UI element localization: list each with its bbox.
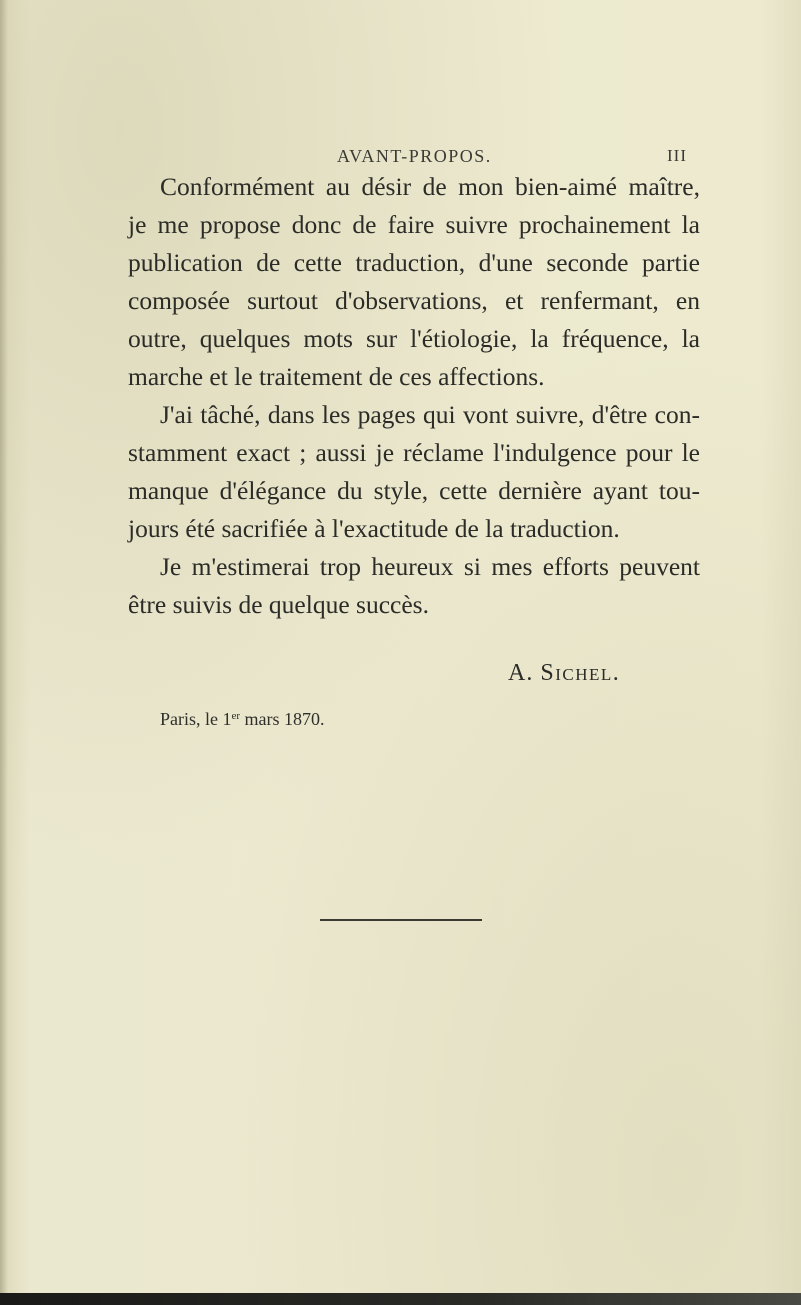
dateline-suffix: mars 1870.: [240, 709, 325, 729]
section-divider: [320, 919, 482, 921]
page-gutter-shadow: [0, 0, 8, 1305]
text-line: Je m'estimerai trop heureux si mes efforts peuvent: [160, 552, 700, 581]
page-header: [0, 146, 801, 170]
text-line: Conformément au désir de mon bien-aimé maître,: [160, 172, 700, 201]
signature-name: Sichel.: [540, 660, 621, 686]
running-title: AVANT-PROPOS.: [337, 146, 492, 166]
page-bottom-edge: [0, 1293, 801, 1305]
dateline-superscript: er: [231, 710, 241, 722]
text-line: jours été sacrifiée à l'exactitude de la traduction.: [128, 514, 620, 543]
text-line: composée surtout d'observations, et renfermant, en: [128, 286, 700, 315]
text-line: marche et le traitement de ces affections.: [128, 362, 545, 391]
signature-initial: A.: [508, 660, 534, 686]
text-line: outre, quelques mots sur l'étiologie, la fréquence, la: [128, 324, 700, 353]
text-line: J'ai tâché, dans les pages qui vont suivre, d'être con-: [160, 400, 700, 429]
dateline: [160, 709, 325, 730]
body-text: [128, 168, 700, 624]
page-number: III: [667, 146, 687, 165]
signature: [508, 660, 620, 687]
dateline-prefix: Paris, le 1: [160, 709, 232, 729]
text-line: être suivis de quelque succès.: [128, 590, 429, 619]
text-line: manque d'élégance du style, cette dernière ayant tou-: [128, 476, 700, 505]
text-line: je me propose donc de faire suivre prochainement la: [128, 210, 700, 239]
text-line: publication de cette traduction, d'une seconde partie: [128, 248, 700, 277]
text-line: stamment exact ; aussi je réclame l'indulgence pour le: [128, 438, 700, 467]
